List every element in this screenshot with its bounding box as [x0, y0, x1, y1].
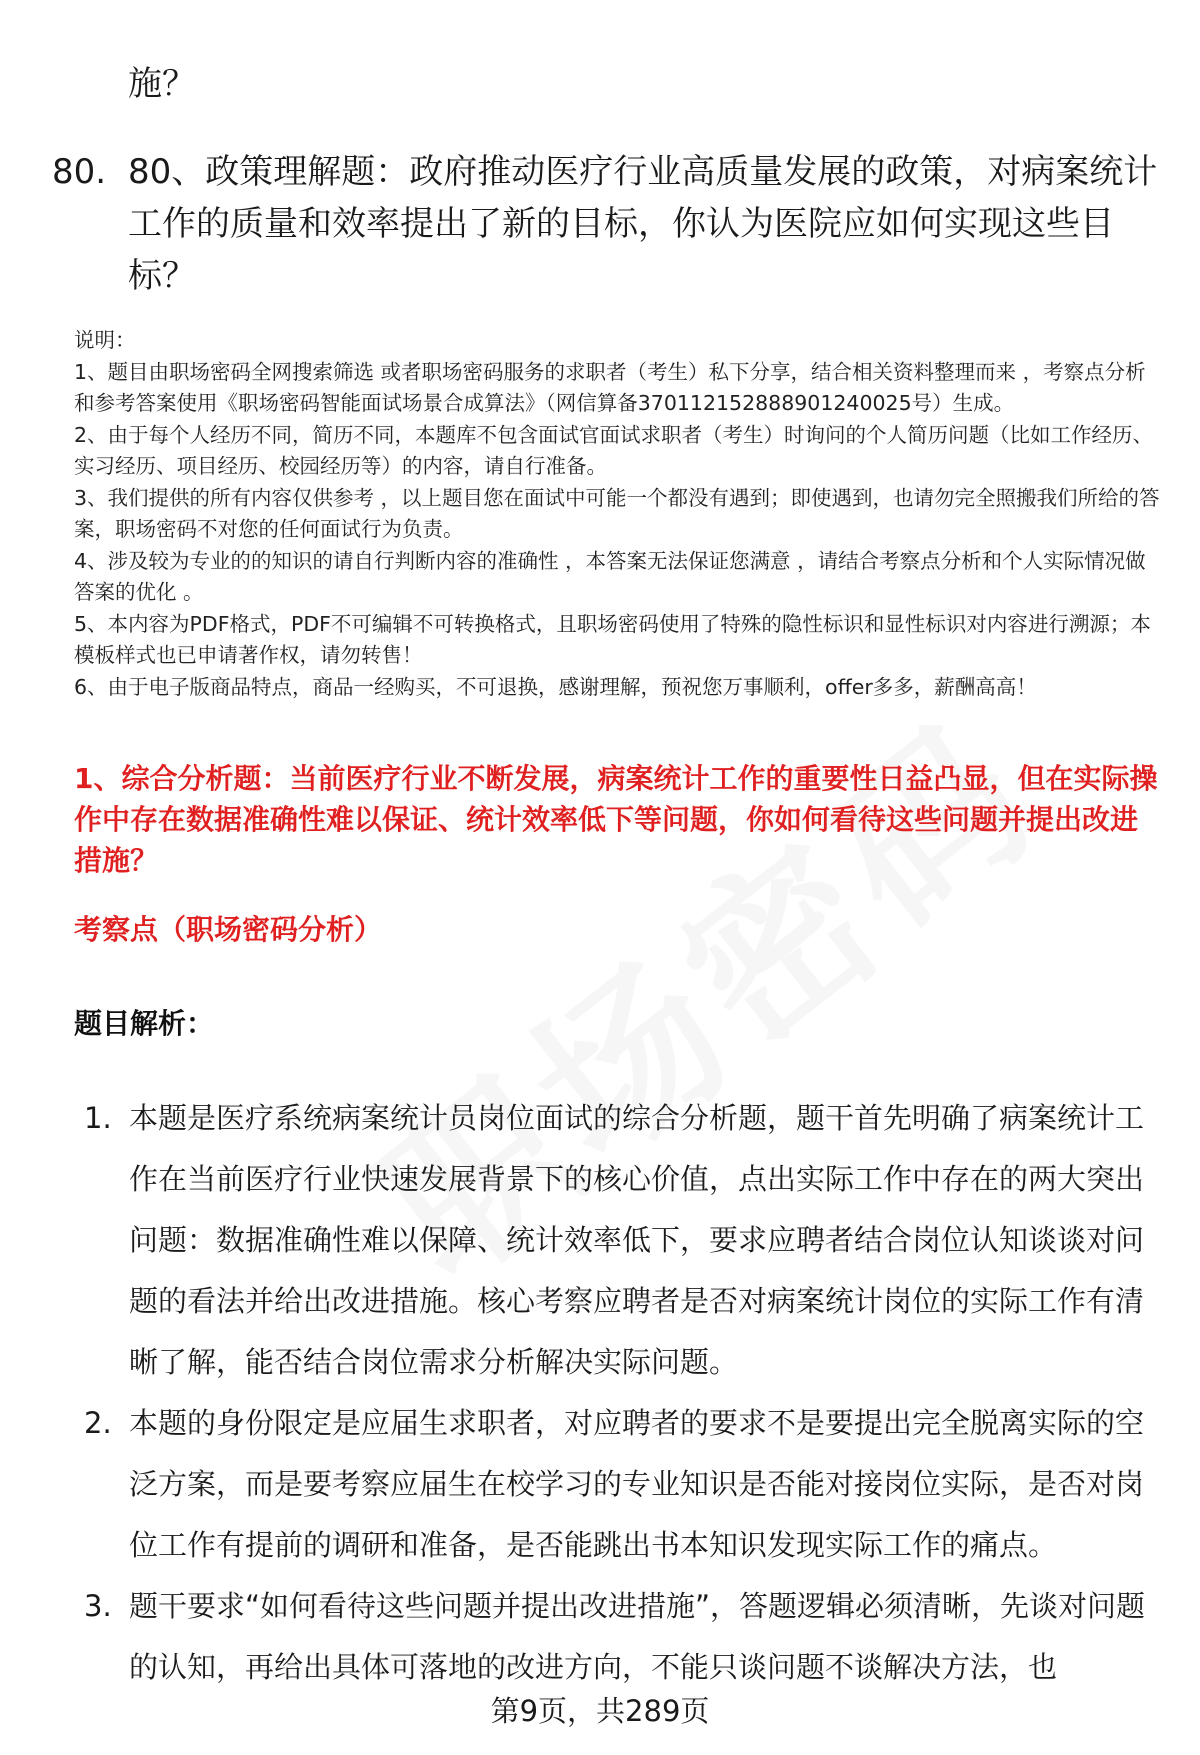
- note-item: 1、题目由职场密码全网搜索筛选 或者职场密码服务的求职者（考生）私下分享，结合相关资料整理而来 ，考察点分析和参考答案使用《职场密码智能面试场景合成算法》（网信算备370112152888901240025号）生成。: [74, 359, 1146, 415]
- analysis-item: [76, 1088, 1166, 1393]
- analysis-title: 题目解析：: [74, 1007, 215, 1040]
- note-item: 2、由于每个人经历不同，简历不同，本题库不包含面试官面试求职者（考生）时询问的个人简历问题（比如工作经历、实习经历、项目经历、校园经历等）的内容，请自行准备。: [74, 422, 1154, 478]
- assessment-points-heading: 考察点（职场密码分析）: [74, 913, 383, 946]
- notes-heading: 说明：: [74, 328, 136, 352]
- analysis-list: [76, 1088, 1166, 1698]
- question-80: [52, 146, 1162, 302]
- analysis-item-text: 题干要求“如何看待这些问题并提出改进措施”，答题逻辑必须清晰，先谈对问题的认知，再给出具体可落地的改进方向，不能只谈问题不谈解决方法，也: [129, 1589, 1146, 1684]
- analysis-item: [76, 1393, 1166, 1576]
- analysis-item: [76, 1576, 1166, 1698]
- note-item: 5、本内容为PDF格式，PDF不可编辑不可转换格式，且职场密码使用了特殊的隐性标识和显性标识对内容进行溯源；本模板样式也已申请著作权，请勿转售！: [74, 611, 1151, 667]
- question-1-heading: 1、综合分析题：当前医疗行业不断发展，病案统计工作的重要性日益凸显，但在实际操作中存在数据准确性难以保证、统计效率低下等问题，你如何看待这些问题并提出改进措施？: [74, 762, 1158, 877]
- analysis-item-number: 2.: [84, 1406, 112, 1440]
- analysis-item-text: 本题是医疗系统病案统计员岗位面试的综合分析题，题干首先明确了病案统计工作在当前医疗行业快速发展背景下的核心价值，点出实际工作中存在的两大突出问题：数据准确性难以保障、统计效率低下，要求应聘者结合岗位认知谈谈对问题的看法并给出改进措施。核心考察应聘者是否对病案统计岗位的实际工作有清晰了解，能否结合岗位需求分析解决实际问题。: [129, 1101, 1145, 1379]
- analysis-item-number: 3.: [84, 1589, 112, 1623]
- disclaimer-notes: [74, 325, 1164, 703]
- note-item: 4、涉及较为专业的的知识的请自行判断内容的准确性 ，本答案无法保证您满意 ，请结合考察点分析和个人实际情况做答案的优化 。: [74, 548, 1146, 604]
- note-item: 3、我们提供的所有内容仅供参考 ，以上题目您在面试中可能一个都没有遇到；即使遇到，也请勿完全照搬我们所给的答案，职场密码不对您的任何面试行为负责。: [74, 485, 1160, 541]
- analysis-item-text: 本题的身份限定是应届生求职者，对应聘者的要求不是要提出完全脱离实际的空泛方案，而是要考察应届生在校学习的专业知识是否能对接岗位实际，是否对岗位工作有提前的调研和准备，是否能跳出书本知识发现实际工作的痛点。: [129, 1406, 1145, 1562]
- analysis-item-number: 1.: [84, 1101, 112, 1135]
- question-80-text: 80、政策理解题：政府推动医疗行业高质量发展的政策，对病案统计工作的质量和效率提出了新的目标，你认为医院应如何实现这些目标？: [128, 152, 1158, 296]
- page-number: 第9页，共289页: [490, 1694, 710, 1728]
- note-item: 6、由于电子版商品特点，商品一经购买，不可退换，感谢理解，预祝您万事顺利，offer多多，薪酬高高！: [74, 674, 1037, 699]
- previous-question-tail: 施？: [128, 64, 196, 104]
- question-80-number: 80.: [52, 152, 107, 192]
